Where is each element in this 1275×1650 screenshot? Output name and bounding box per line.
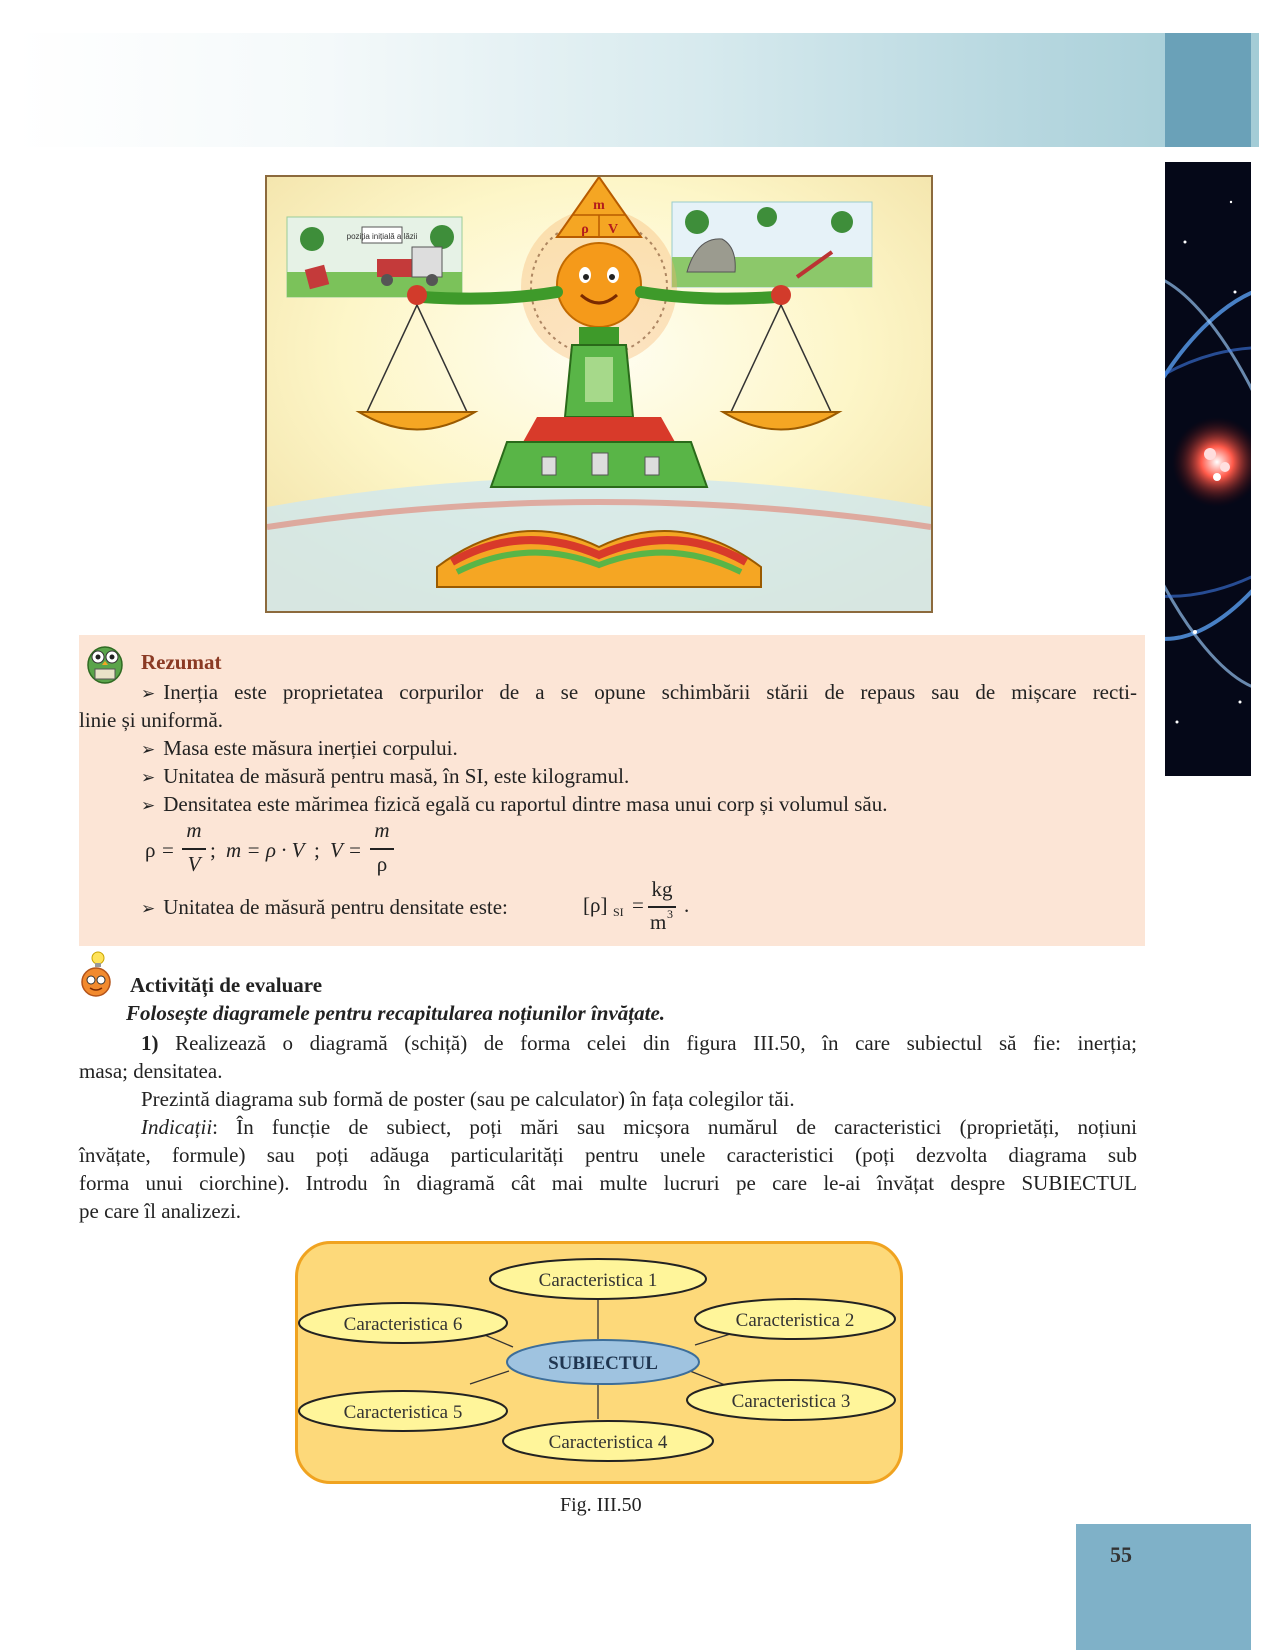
subject-diagram [295,1241,903,1484]
evaluation-title: Activități de evaluare [130,973,323,997]
formula-frac1-num: m [186,818,202,842]
formula-frac2-num: m [374,818,390,842]
summary-bullet-1-line-1: ➢ Inerția este proprietatea corpurilor de a se opune schimbării stării de repaus sau de mișcare recti- [141,680,1137,704]
formula-frac2-bar [370,848,394,850]
formula-sep-2: ; [314,838,320,862]
arrow-bullet-icon: ➢ [141,796,156,816]
balance-scale-illustration [265,175,933,613]
summary-bullet-3: ➢ Unitatea de măsură pentru masă, în SI, este kilogramul. [141,764,630,788]
formula-frac1-den: V [187,852,201,876]
unit-subscript: SI [613,905,624,919]
formula-eq-1: = [162,838,174,862]
header-band [16,33,1259,147]
unit-period: . [684,893,690,917]
unit-exp: 3 [667,907,673,921]
summary-bullet-2: ➢ Masa este măsura inerției corpului. [141,736,458,760]
formula-middle: m = ρ · V [226,838,305,862]
unit-den: m [650,910,667,934]
formula-sep-1: ; [210,838,216,862]
arrow-bullet-icon: ➢ [141,768,156,788]
triangle-rho: ρ [581,222,589,237]
characteristic-4-label: Caracteristica 4 [548,1432,668,1453]
page-number-tab [1076,1524,1251,1650]
header-tab [1165,33,1251,147]
characteristic-1-label: Caracteristica 1 [538,1270,658,1291]
indicatii-line-1: Indicații: În funcție de subiect, poți mări sau micșora numărul de caracteristici (proprietăți, noțiuni [141,1115,1137,1139]
present-instruction: Prezintă diagrama sub formă de poster (sau pe calculator) în fața colegilor tăi. [141,1087,795,1111]
question-1-line-2: masa; densitatea. [79,1059,223,1083]
unit-rho-bracket: [ρ] [583,893,608,917]
question-1-line-1: 1) Realizează o diagramă (schiță) de forma celei din figura III.50, în care subiectul să fie: inerția; [141,1031,1138,1055]
triangle-m: m [593,198,605,213]
figure-caption: Fig. III.50 [560,1494,642,1516]
indicatii-line-3: forma unui ciorchine). Introdu în diagramă cât mai multe lucruri pe care le-ai învățat despre SUBIECTUL [79,1171,1137,1195]
student-lightbulb-icon [80,950,122,998]
summary-title: Rezumat [141,650,222,674]
evaluation-subtitle: Folosește diagramele pentru recapitularea noțiunilor învățate. [126,1001,666,1025]
arrow-bullet-icon: ➢ [141,899,156,919]
arrow-bullet-icon: ➢ [141,684,156,704]
summary-bullet-4: ➢ Densitatea este mărimea fizică egală cu raportul dintre masa unui corp și volumul său. [141,792,888,816]
page-number: 55 [1110,1542,1132,1567]
illustration-sign-text: poziția inițială a lăzii [346,232,418,241]
unit-eq: = [632,893,644,917]
center-subject-label: SUBIECTUL [548,1353,658,1374]
triangle-v: V [607,222,619,237]
owl-icon [81,637,129,685]
unit-num: kg [651,877,673,901]
atom-side-image [1165,162,1251,776]
formula-frac1-bar [182,848,206,850]
formula-rho: ρ [145,838,156,862]
summary-bullet-1-line-2: linie și uniformă. [79,708,224,732]
formula-frac2-den: ρ [376,852,388,876]
characteristic-2-label: Caracteristica 2 [735,1310,855,1331]
characteristic-3-label: Caracteristica 3 [731,1391,851,1412]
formula-v-lhs: V = [330,838,362,862]
indicatii-line-2: învățate, formule) sau poți adăuga particularități pentru unele caracteristici (poți dezvolta diagrama sub [79,1143,1137,1167]
indicatii-line-4: pe care îl analizezi. [79,1199,242,1223]
arrow-bullet-icon: ➢ [141,740,156,760]
summary-bullet-5: ➢ Unitatea de măsură pentru densitate este: [141,895,508,919]
characteristic-6-label: Caracteristica 6 [343,1314,463,1335]
characteristic-5-label: Caracteristica 5 [343,1402,463,1423]
